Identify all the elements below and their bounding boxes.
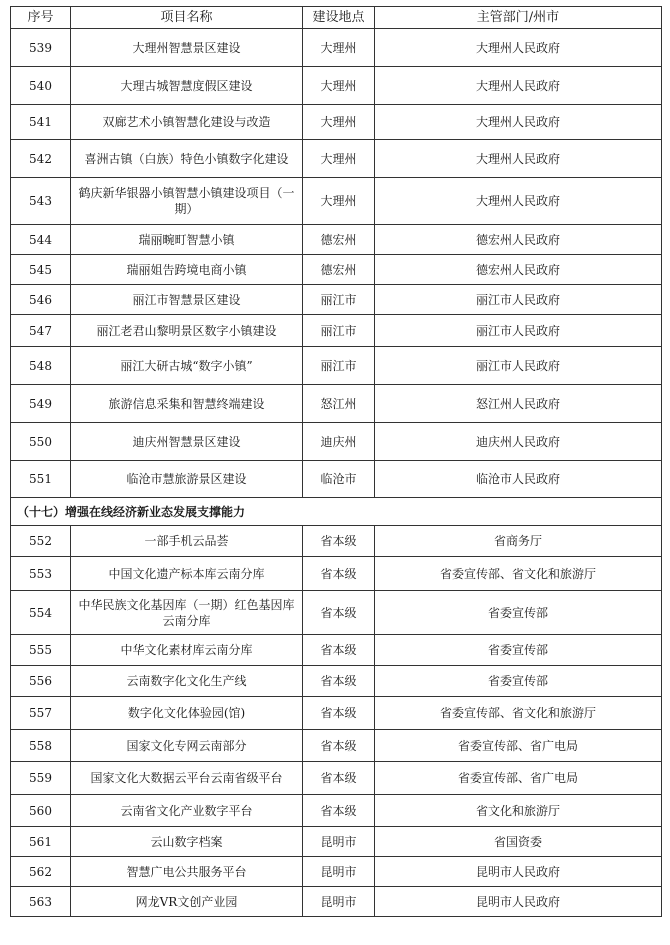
cell-no: 562	[11, 857, 71, 887]
cell-location: 大理州	[303, 67, 375, 105]
cell-department: 德宏州人民政府	[375, 225, 662, 255]
cell-location: 省本级	[303, 591, 375, 635]
cell-department: 省文化和旅游厅	[375, 795, 662, 827]
cell-no: 560	[11, 795, 71, 827]
table-body-online-economy	[11, 526, 662, 917]
table-row	[11, 385, 662, 423]
cell-location: 省本级	[303, 730, 375, 762]
cell-department: 大理州人民政府	[375, 178, 662, 225]
table-row	[11, 105, 662, 140]
table-row	[11, 557, 662, 591]
cell-no: 561	[11, 827, 71, 857]
cell-location: 昆明市	[303, 887, 375, 917]
cell-department: 省商务厅	[375, 526, 662, 557]
cell-department: 大理州人民政府	[375, 140, 662, 178]
cell-department: 丽江市人民政府	[375, 285, 662, 315]
cell-location: 丽江市	[303, 285, 375, 315]
table-row	[11, 255, 662, 285]
cell-name: 丽江大研古城“数字小镇”	[71, 347, 303, 385]
cell-no: 557	[11, 697, 71, 730]
cell-no: 541	[11, 105, 71, 140]
table-row	[11, 225, 662, 255]
cell-name: 临沧市慧旅游景区建设	[71, 461, 303, 498]
cell-no: 543	[11, 178, 71, 225]
cell-department: 省委宣传部	[375, 635, 662, 666]
table-row	[11, 178, 662, 225]
cell-location: 昆明市	[303, 827, 375, 857]
table-row	[11, 140, 662, 178]
table-row	[11, 887, 662, 917]
cell-name: 云山数字档案	[71, 827, 303, 857]
cell-name: 大理古城智慧度假区建设	[71, 67, 303, 105]
section-row	[11, 498, 662, 526]
cell-no: 546	[11, 285, 71, 315]
cell-location: 大理州	[303, 140, 375, 178]
cell-name: 智慧广电公共服务平台	[71, 857, 303, 887]
cell-name: 中华民族文化基因库（一期）红色基因库云南分库	[71, 591, 303, 635]
cell-no: 559	[11, 762, 71, 795]
cell-no: 540	[11, 67, 71, 105]
cell-location: 省本级	[303, 557, 375, 591]
cell-no: 545	[11, 255, 71, 285]
cell-location: 迪庆州	[303, 423, 375, 461]
cell-department: 怒江州人民政府	[375, 385, 662, 423]
cell-location: 丽江市	[303, 347, 375, 385]
cell-location: 大理州	[303, 178, 375, 225]
cell-department: 丽江市人民政府	[375, 347, 662, 385]
cell-name: 数字化文化体验园(馆)	[71, 697, 303, 730]
cell-name: 迪庆州智慧景区建设	[71, 423, 303, 461]
cell-no: 553	[11, 557, 71, 591]
cell-department: 丽江市人民政府	[375, 315, 662, 347]
cell-name: 丽江市智慧景区建设	[71, 285, 303, 315]
cell-name: 丽江老君山黎明景区数字小镇建设	[71, 315, 303, 347]
cell-name: 鹤庆新华银器小镇智慧小镇建设项目（一期）	[71, 178, 303, 225]
cell-no: 547	[11, 315, 71, 347]
cell-no: 552	[11, 526, 71, 557]
cell-department: 省国资委	[375, 827, 662, 857]
cell-location: 德宏州	[303, 255, 375, 285]
cell-department: 迪庆州人民政府	[375, 423, 662, 461]
cell-no: 556	[11, 666, 71, 697]
cell-no: 551	[11, 461, 71, 498]
table-body-tourism	[11, 29, 662, 498]
section-title: （十七）增强在线经济新业态发展支撑能力	[11, 498, 662, 526]
cell-name: 大理州智慧景区建设	[71, 29, 303, 67]
cell-name: 旅游信息采集和智慧终端建设	[71, 385, 303, 423]
cell-name: 国家文化大数据云平台云南省级平台	[71, 762, 303, 795]
table-row	[11, 730, 662, 762]
cell-department: 昆明市人民政府	[375, 857, 662, 887]
table-row	[11, 347, 662, 385]
table-row	[11, 461, 662, 498]
cell-department: 德宏州人民政府	[375, 255, 662, 285]
cell-name: 瑞丽姐告跨境电商小镇	[71, 255, 303, 285]
cell-location: 省本级	[303, 697, 375, 730]
cell-name: 中华文化素材库云南分库	[71, 635, 303, 666]
table-row	[11, 315, 662, 347]
cell-location: 怒江州	[303, 385, 375, 423]
cell-department: 昆明市人民政府	[375, 887, 662, 917]
table-row	[11, 857, 662, 887]
header-department: 主管部门/州市	[375, 7, 662, 29]
cell-name: 一部手机云品荟	[71, 526, 303, 557]
header-location: 建设地点	[303, 7, 375, 29]
cell-no: 542	[11, 140, 71, 178]
cell-name: 网龙VR文创产业园	[71, 887, 303, 917]
cell-no: 555	[11, 635, 71, 666]
cell-name: 瑞丽畹町智慧小镇	[71, 225, 303, 255]
cell-name: 云南省文化产业数字平台	[71, 795, 303, 827]
cell-no: 558	[11, 730, 71, 762]
table-row	[11, 795, 662, 827]
cell-department: 省委宣传部、省文化和旅游厅	[375, 557, 662, 591]
cell-department: 大理州人民政府	[375, 29, 662, 67]
table-row	[11, 762, 662, 795]
cell-department: 省委宣传部、省广电局	[375, 762, 662, 795]
table-row	[11, 591, 662, 635]
table-row	[11, 827, 662, 857]
cell-no: 548	[11, 347, 71, 385]
cell-name: 中国文化遗产标本库云南分库	[71, 557, 303, 591]
cell-no: 544	[11, 225, 71, 255]
cell-department: 省委宣传部	[375, 591, 662, 635]
table-row	[11, 526, 662, 557]
cell-location: 省本级	[303, 795, 375, 827]
cell-name: 国家文化专网云南部分	[71, 730, 303, 762]
cell-location: 省本级	[303, 762, 375, 795]
table-row	[11, 423, 662, 461]
table-header-row	[11, 7, 662, 29]
cell-no: 550	[11, 423, 71, 461]
cell-location: 德宏州	[303, 225, 375, 255]
table-row	[11, 67, 662, 105]
cell-location: 昆明市	[303, 857, 375, 887]
cell-location: 省本级	[303, 635, 375, 666]
cell-location: 丽江市	[303, 315, 375, 347]
cell-department: 大理州人民政府	[375, 67, 662, 105]
cell-location: 大理州	[303, 29, 375, 67]
table-row	[11, 666, 662, 697]
cell-department: 省委宣传部、省文化和旅游厅	[375, 697, 662, 730]
header-name: 项目名称	[71, 7, 303, 29]
project-table	[10, 6, 662, 917]
cell-no: 554	[11, 591, 71, 635]
header-no: 序号	[11, 7, 71, 29]
cell-department: 临沧市人民政府	[375, 461, 662, 498]
cell-location: 大理州	[303, 105, 375, 140]
cell-no: 549	[11, 385, 71, 423]
table-row	[11, 635, 662, 666]
cell-location: 临沧市	[303, 461, 375, 498]
cell-name: 双廊艺术小镇智慧化建设与改造	[71, 105, 303, 140]
cell-no: 539	[11, 29, 71, 67]
cell-name: 云南数字化文化生产线	[71, 666, 303, 697]
cell-department: 省委宣传部	[375, 666, 662, 697]
table-row	[11, 697, 662, 730]
cell-name: 喜洲古镇（白族）特色小镇数字化建设	[71, 140, 303, 178]
cell-department: 大理州人民政府	[375, 105, 662, 140]
cell-location: 省本级	[303, 526, 375, 557]
cell-department: 省委宣传部、省广电局	[375, 730, 662, 762]
cell-location: 省本级	[303, 666, 375, 697]
table-row	[11, 285, 662, 315]
table-row	[11, 29, 662, 67]
cell-no: 563	[11, 887, 71, 917]
